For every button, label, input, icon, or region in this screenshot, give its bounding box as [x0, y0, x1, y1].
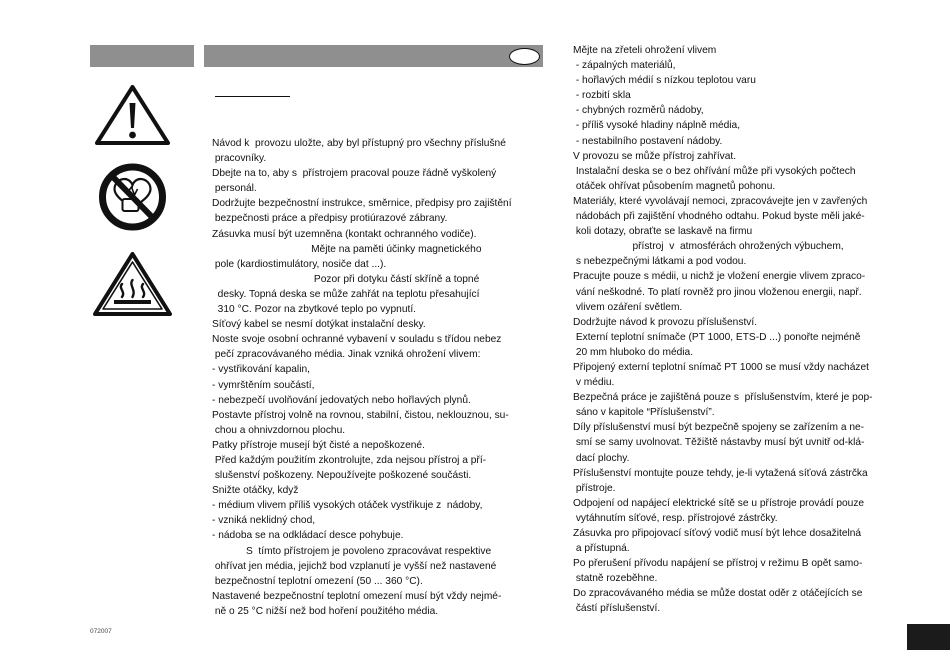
text-line: Mějte na zřeteli ohrožení vlivem	[573, 45, 717, 56]
text-line: Návod k provozu uložte, aby byl přístupný pro všechny příslušné	[212, 138, 506, 149]
text-line: Odpojení od napájecí elektrické sítě se u přístroje provádí pouze	[573, 497, 865, 509]
text-line: Nastavené bezpečnostní teplotní omezení musí být vždy nejmé-	[212, 590, 502, 602]
text-line: - nádoba se na odkládací desce pohybuje.	[212, 530, 404, 542]
text-line: sáno v kapitole “Příslušenství”.	[573, 407, 715, 419]
text-line: Zásuvka musí být uzemněna (kontakt ochranného vodiče).	[212, 228, 477, 240]
text-line: Do zpracovávaného média se může dostat oděr z otáčejících se	[573, 588, 863, 600]
hot-surface-warning-icon	[90, 250, 175, 318]
text-line: přístroj v atmosférách ohrožených výbuchem,	[573, 241, 844, 253]
text-line: - nestabilního postavení nádoby.	[573, 135, 723, 147]
text-line: s nebezpečnými látkami a pod vodou.	[573, 256, 747, 268]
language-badge	[509, 48, 540, 65]
text-line: a přístupná.	[573, 543, 630, 555]
text-line: Instalační deska se o bez ohřívání může při vysokých počtech	[573, 165, 856, 177]
text-line: vlivem ozáření světlem.	[573, 301, 683, 313]
text-line: - médium vlivem příliš vysokých otáček vystřikuje z nádoby,	[212, 500, 483, 512]
text-line: ohřívat jen média, jejichž bod vzplanutí je vyšší než nastavené	[212, 560, 497, 572]
text-line: Síťový kabel se nesmí dotýkat instalační desky.	[212, 319, 426, 331]
left-text-column	[212, 136, 542, 619]
text-line: Dodržujte návod k provozu příslušenství.	[573, 316, 758, 328]
warning-triangle-icon	[90, 83, 175, 147]
text-line: slušenství poškozeny. Nepoužívejte poškozené součásti.	[212, 470, 472, 482]
document-code: 072007	[90, 628, 112, 635]
text-line: Materiály, které vyvolávají nemoci, zpracovávejte jen v zavřených	[573, 195, 868, 207]
header-bar	[204, 45, 543, 67]
text-line: Po přerušení přívodu napájení se přístroj v režimu B opět samo-	[573, 558, 863, 570]
text-line: personál.	[212, 183, 257, 195]
text-line: Dodržujte bezpečnostní instrukce, směrnice, předpisy pro zajištění	[212, 198, 512, 210]
header-bar-small	[90, 45, 194, 67]
text-line: Noste svoje osobní ochranné vybavení v souladu s třídou nebez	[212, 334, 502, 346]
text-line: chou a ohnivzdornou plochu.	[212, 424, 346, 436]
text-line: Dbejte na to, aby s přístrojem pracoval pouze řádně vyškolený	[212, 168, 497, 180]
text-line: - chybných rozměrů nádoby,	[573, 105, 704, 117]
text-line: - nebezpečí uvolňování jedovatých nebo hořlavých plynů.	[212, 394, 471, 406]
text-line: Postavte přístroj volně na rovnou, stabilní, čistou, neklouznou, su-	[212, 409, 509, 421]
text-line: - vzniká neklidný chod,	[212, 515, 316, 527]
text-line: vytáhnutím síťové, resp. přístrojové zástrčky.	[573, 512, 778, 524]
text-line: Zásuvka pro připojovací síťový vodič musí být lehce dosažitelná	[573, 528, 862, 539]
text-line: statně rozeběhne.	[573, 573, 658, 585]
text-line: - vymrštěním součástí,	[212, 379, 315, 391]
text-line: v médiu.	[573, 377, 615, 389]
text-line: - zápalných materiálů,	[573, 60, 676, 72]
text-line: pečí zpracovávaného média. Jinak vzniká ohrožení vlivem:	[212, 349, 481, 361]
pacemaker-prohibition-icon	[90, 163, 175, 231]
text-line: vání neškodné. To platí rovněž pro jinou vloženou energii, např.	[573, 286, 862, 298]
text-line: - hořlavých médií s nízkou teplotou varu	[573, 75, 756, 87]
text-line: dací plochy.	[573, 452, 630, 464]
text-line: - příliš vysoké hladiny náplně média,	[573, 120, 741, 132]
text-line: Patky přístroje musejí být čisté a nepoškozené.	[212, 439, 425, 451]
text-line: bezpečnostní teplotní omezení (50 ... 360 °C).	[212, 575, 423, 587]
title-underline	[215, 96, 290, 97]
text-line: - rozbití skla	[573, 90, 631, 102]
text-line: Bezpečná práce je zajištěná pouze s příslušenstvím, které je pop-	[573, 392, 873, 404]
text-line: otáček ohřívat působením magnetů pohonu.	[573, 180, 776, 192]
text-line: smí se samy uvolnovat. Těžiště nástavby musí být uvnitř od-klá-	[573, 437, 865, 449]
text-line: bezpečnosti práce a předpisy protiúrazové zábrany.	[212, 213, 448, 225]
text-line: Díly příslušenství musí být bezpečně spojeny se zařízením a ne-	[573, 422, 865, 434]
text-line: Pracujte pouze s médii, u nichž je vložení energie vlivem zpraco-	[573, 271, 866, 283]
right-text-column	[573, 43, 905, 617]
text-line: koli dotazy, obraťte se laskavě na firmu	[573, 226, 753, 238]
text-line: Pozor při dotyku částí skříně a topné	[212, 273, 480, 285]
text-line: 20 mm hluboko do média.	[573, 346, 694, 358]
text-line: nádobách při zajištění vhodného odtahu. Pokud byste měli jaké-	[573, 211, 865, 223]
page-edge-tab	[907, 624, 950, 650]
text-line: Mějte na paměti účinky magnetického	[212, 243, 482, 255]
text-line: 310 °C. Pozor na zbytkové teplo po vypnutí.	[212, 304, 416, 316]
text-line: Externí teplotní snímače (PT 1000, ETS-D ...) ponořte nejméně	[573, 331, 861, 343]
text-line: částí příslušenství.	[573, 603, 661, 615]
text-line: pole (kardiostimulátory, nosiče dat ...).	[212, 258, 387, 270]
text-line: Snižte otáčky, když	[212, 485, 299, 497]
text-line: S tímto přístrojem je povoleno zpracovávat respektive	[212, 545, 492, 557]
text-line: desky. Topná deska se může zahřát na teplotu přesahující	[212, 288, 480, 300]
text-line: přístroje.	[573, 482, 616, 494]
text-line: pracovníky.	[212, 153, 267, 165]
text-line: Příslušenství montujte pouze tehdy, je-li vytažená síťová zástrčka	[573, 467, 868, 479]
text-line: Před každým použitím zkontrolujte, zda nejsou přístroj a pří-	[212, 454, 487, 466]
text-line: Připojený externí teplotní snímač PT 1000 se musí vždy nacházet	[573, 361, 869, 373]
text-line: ně o 25 °C nižší než bod hoření použitého média.	[212, 605, 439, 617]
text-line: V provozu se může přístroj zahřívat.	[573, 150, 737, 162]
text-line: - vystřikování kapalin,	[212, 364, 310, 376]
